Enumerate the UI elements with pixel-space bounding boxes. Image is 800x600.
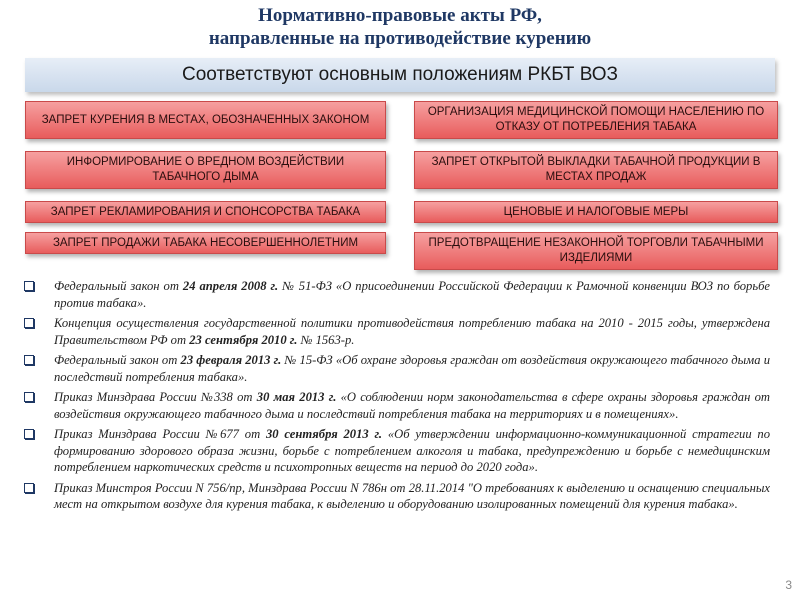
measure-box-display-ban: ЗАПРЕТ ОТКРЫТОЙ ВЫКЛАДКИ ТАБАЧНОЙ ПРОДУКЦИИ В МЕСТАХ ПРОДАЖ	[414, 151, 778, 189]
list-item: Федеральный закон от 23 февраля 2013 г. № 15-ФЗ «Об охране здоровья граждан от воздействия окружающего табачного дыма и последствий потребления табака».	[22, 352, 770, 385]
list-item: Концепция осуществления государственной политики противодействия потреблению табака на 2010 - 2015 годы, утверждена Правительством РФ от 23 сентября 2010 г. № 1563-р.	[22, 315, 770, 348]
list-item: Приказ Минздрава России №677 от 30 сентября 2013 г. «Об утверждении информационно-коммуникационной стратегии по формированию здорового образа жизни, борьбе с потреблением алкоголя и табака, предупреждению и борьбе с немедицинским потреблением наркотических средств и психотропных веществ на период до 2020 года».	[22, 426, 770, 476]
page-title	[0, 4, 800, 50]
list-item: Приказ Минздрава России №338 от 30 мая 2013 г. «О соблюдении норм законодательства в сфере охраны здоровья граждан от воздействия окружающего табачного дыма и последствий потребления табака на территориях и в помещениях».	[22, 389, 770, 422]
checkbox-bullet-icon	[24, 483, 34, 493]
checkbox-bullet-icon	[24, 392, 34, 402]
title-line-2: направленные на противодействие курению	[208, 28, 592, 49]
checkbox-bullet-icon	[24, 355, 34, 365]
checkbox-bullet-icon	[24, 281, 34, 291]
checkbox-bullet-icon	[24, 429, 34, 439]
measure-box-price-tax: ЦЕНОВЫЕ И НАЛОГОВЫЕ МЕРЫ	[414, 201, 778, 223]
legal-acts-list	[22, 278, 770, 517]
list-item: Приказ Минстроя России N 756/пр, Минздрава России N 786н от 28.11.2014 "О требованиях к выделению и оснащению специальных мест на открытом воздухе для курения табака, к выделению и оборудованию изолированных помещений для курения табака».	[22, 480, 770, 513]
measure-box-illicit-trade: ПРЕДОТВРАЩЕНИЕ НЕЗАКОННОЙ ТОРГОВЛИ ТАБАЧНЫМИ ИЗДЕЛИЯМИ	[414, 232, 778, 270]
measure-box-minors-sale-ban: ЗАПРЕТ ПРОДАЖИ ТАБАКА НЕСОВЕРШЕННОЛЕТНИМ	[25, 232, 386, 254]
list-item: Федеральный закон от 24 апреля 2008 г. № 51-ФЗ «О присоединении Российской Федерации к Рамочной конвенции ВОЗ по борьбе против табака».	[22, 278, 770, 311]
page-number: 3	[785, 578, 792, 592]
measure-box-medical-help: ОРГАНИЗАЦИЯ МЕДИЦИНСКОЙ ПОМОЩИ НАСЕЛЕНИЮ ПО ОТКАЗУ ОТ ПОТРЕБЛЕНИЯ ТАБАКА	[414, 101, 778, 139]
checkbox-bullet-icon	[24, 318, 34, 328]
measure-box-advertising-ban: ЗАПРЕТ РЕКЛАМИРОВАНИЯ И СПОНСОРСТВА ТАБАКА	[25, 201, 386, 223]
measure-box-smoke-harm-info: ИНФОРМИРОВАНИЕ О ВРЕДНОМ ВОЗДЕЙСТВИИ ТАБАЧНОГО ДЫМА	[25, 151, 386, 189]
title-line-1: Нормативно-правовые акты РФ,	[258, 5, 542, 26]
measure-box-smoking-ban: ЗАПРЕТ КУРЕНИЯ В МЕСТАХ, ОБОЗНАЧЕННЫХ ЗАКОНОМ	[25, 101, 386, 139]
subtitle-banner: Соответствуют основным положениям РКБТ ВОЗ	[25, 58, 775, 92]
